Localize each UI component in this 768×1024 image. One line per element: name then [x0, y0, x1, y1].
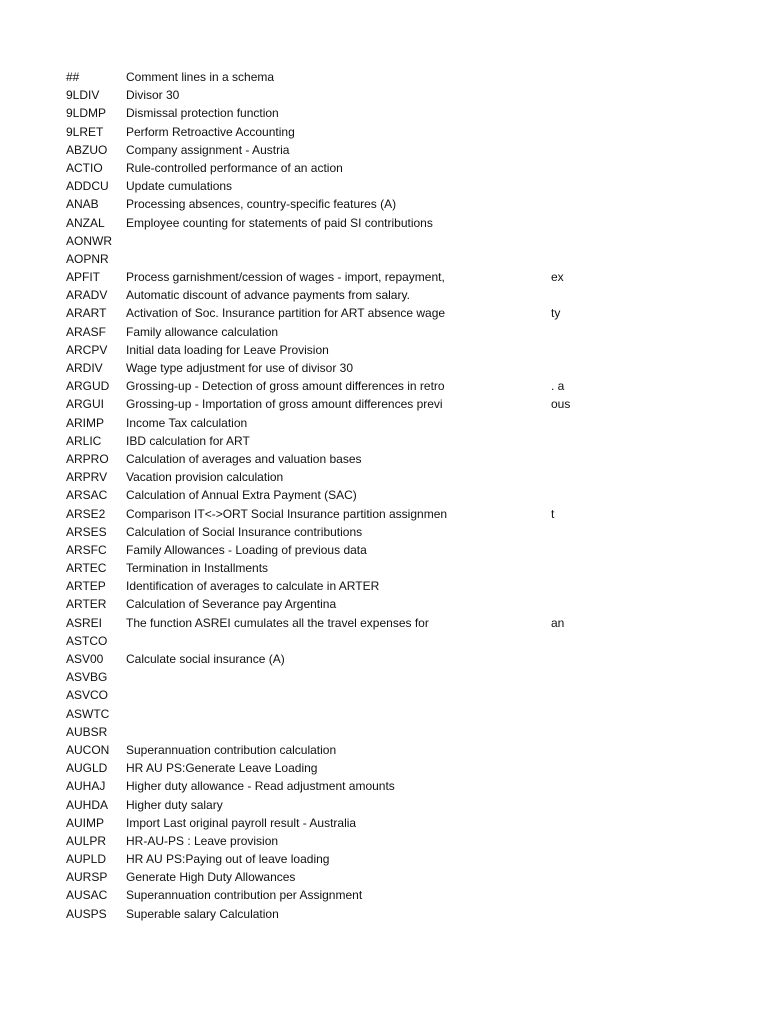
function-description: Update cumulations	[126, 179, 233, 194]
list-item	[0, 304, 768, 322]
function-code: ARSAC	[66, 488, 108, 503]
list-item	[0, 177, 768, 195]
function-description: Comment lines in a schema	[126, 70, 275, 84]
list-item	[0, 214, 768, 232]
function-code: AUHAJ	[66, 779, 106, 794]
list-item	[0, 195, 768, 213]
function-description: HR-AU-PS : Leave provision	[126, 833, 279, 848]
function-code: ANAB	[66, 197, 99, 212]
function-description: Family allowance calculation	[126, 324, 279, 339]
function-description: Dismissal protection function	[126, 106, 279, 121]
overflow-text: ex	[551, 270, 564, 285]
list-item	[0, 868, 768, 886]
list-item	[0, 777, 768, 795]
function-description: Activation of Soc. Insurance partition for ART absence wage	[126, 306, 446, 321]
function-description: Termination in Installments	[126, 561, 269, 576]
list-item	[0, 759, 768, 777]
function-description: Income Tax calculation	[126, 415, 248, 430]
function-code: ARIMP	[66, 415, 105, 430]
function-code: ASV00	[66, 652, 104, 666]
overflow-text: ous	[551, 397, 571, 412]
list-item	[0, 159, 768, 177]
function-code: ARSES	[66, 524, 107, 539]
list-item	[0, 268, 768, 286]
list-item	[0, 559, 768, 577]
list-item	[0, 686, 768, 704]
function-description: Import Last original payroll result - Australia	[126, 815, 357, 830]
list-item	[0, 86, 768, 104]
list-item	[0, 395, 768, 413]
function-code: AUCON	[66, 742, 110, 757]
function-code: AUGLD	[66, 761, 108, 776]
function-code: ARTER	[66, 597, 107, 612]
list-item	[0, 432, 768, 450]
function-code: ARTEP	[66, 579, 106, 594]
function-description: Wage type adjustment for use of divisor 30	[126, 361, 354, 375]
list-item	[0, 468, 768, 486]
function-description: Process garnishment/cession of wages - import, repayment,	[126, 270, 445, 285]
function-code: ARPRO	[66, 451, 109, 466]
function-description: Initial data loading for Leave Provision	[126, 342, 329, 357]
function-description: Perform Retroactive Accounting	[126, 124, 295, 139]
function-description: Grossing-up - Detection of gross amount differences in retro	[126, 379, 445, 394]
function-description: Superannuation contribution calculation	[126, 742, 337, 757]
list-item	[0, 723, 768, 741]
function-code: 9LRET	[66, 124, 104, 139]
function-code: ABZUO	[66, 142, 108, 157]
function-description: HR AU PS:Paying out of leave loading	[126, 852, 330, 867]
function-code: 9LDIV	[66, 88, 100, 103]
function-description: Comparison IT<->ORT Social Insurance partition assignmen	[126, 506, 448, 521]
function-description: Calculation of Annual Extra Payment (SAC)	[126, 488, 357, 503]
function-code: AONWR	[66, 233, 112, 248]
function-code: ASVBG	[66, 670, 108, 685]
function-code: ARDIV	[66, 361, 103, 375]
list-item	[0, 814, 768, 832]
function-code: ARSFC	[66, 542, 107, 557]
function-description: Generate High Duty Allowances	[126, 870, 296, 885]
function-description: Calculation of Social Insurance contributions	[126, 524, 363, 539]
list-item	[0, 523, 768, 541]
function-code: ADDCU	[66, 179, 109, 194]
function-description: Superannuation contribution per Assignment	[126, 888, 363, 903]
function-code: AUBSR	[66, 724, 108, 739]
function-code: ASVCO	[66, 688, 109, 703]
function-description: Rule-controlled performance of an action	[126, 160, 343, 175]
function-description: Processing absences, country-specific features (A)	[126, 197, 397, 212]
function-description: Higher duty allowance - Read adjustment amounts	[126, 779, 395, 794]
function-code: ARADV	[66, 288, 108, 303]
function-code: ASREI	[66, 615, 103, 630]
function-code: ARLIC	[66, 433, 102, 448]
list-item	[0, 668, 768, 686]
list-item	[0, 123, 768, 141]
list-item	[0, 905, 768, 923]
function-code: ASWTC	[66, 706, 110, 721]
function-code: AOPNR	[66, 251, 109, 266]
function-code: ACTIO	[66, 160, 103, 175]
list-item	[0, 68, 768, 86]
function-code: AURSP	[66, 870, 108, 885]
list-item	[0, 650, 768, 668]
function-description: Identification of averages to calculate in ARTER	[126, 579, 380, 594]
function-code: ARTEC	[66, 561, 107, 576]
function-description: Family Allowances - Loading of previous data	[126, 542, 367, 557]
list-item	[0, 377, 768, 395]
overflow-text: t	[551, 506, 555, 521]
function-code: AUHDA	[66, 797, 109, 812]
list-item	[0, 104, 768, 122]
function-description: Calculation of Severance pay Argentina	[126, 597, 337, 612]
function-code: ASTCO	[66, 633, 108, 648]
function-code: AUPLD	[66, 852, 107, 867]
function-code: AULPR	[66, 833, 107, 848]
function-description: IBD calculation for ART	[126, 433, 250, 448]
overflow-text: . a	[551, 379, 565, 394]
function-code: AUIMP	[66, 815, 105, 830]
list-item	[0, 141, 768, 159]
function-description: Superable salary Calculation	[126, 906, 279, 921]
list-item	[0, 850, 768, 868]
function-description: Company assignment - Austria	[126, 142, 290, 157]
list-item	[0, 741, 768, 759]
function-code: ARGUD	[66, 379, 110, 394]
list-item	[0, 359, 768, 377]
function-description: Vacation provision calculation	[126, 470, 284, 485]
function-description: HR AU PS:Generate Leave Loading	[126, 761, 318, 776]
list-item	[0, 341, 768, 359]
function-code: 9LDMP	[66, 106, 107, 121]
list-item	[0, 632, 768, 650]
list-item	[0, 486, 768, 504]
list-item	[0, 450, 768, 468]
list-item	[0, 414, 768, 432]
function-code: ARASF	[66, 324, 107, 339]
list-item	[0, 286, 768, 304]
function-description: Automatic discount of advance payments from salary.	[126, 288, 410, 303]
list-item	[0, 541, 768, 559]
function-code: ##	[66, 70, 80, 84]
overflow-text: an	[551, 615, 565, 630]
list-item	[0, 886, 768, 904]
function-code: ARSE2	[66, 506, 106, 521]
list-item	[0, 705, 768, 723]
function-code: ARGUI	[66, 397, 105, 412]
list-item	[0, 250, 768, 268]
function-description: The function ASREI cumulates all the travel expenses for	[126, 615, 429, 630]
list-item	[0, 577, 768, 595]
list-item	[0, 595, 768, 613]
list-item	[0, 796, 768, 814]
overflow-text: ty	[551, 306, 561, 321]
list-item	[0, 232, 768, 250]
function-code: ANZAL	[66, 215, 105, 230]
function-code: ARPRV	[66, 470, 108, 485]
function-description: Calculate social insurance (A)	[126, 652, 285, 666]
function-description: Employee counting for statements of paid SI contributions	[126, 215, 433, 230]
list-item	[0, 323, 768, 341]
function-code: APFIT	[66, 270, 101, 285]
function-description: Divisor 30	[126, 88, 180, 103]
function-code: AUSAC	[66, 888, 108, 903]
function-list	[0, 68, 768, 923]
function-description: Grossing-up - Importation of gross amount differences previ	[126, 397, 443, 412]
list-item	[0, 505, 768, 523]
function-description: Calculation of averages and valuation bases	[126, 451, 362, 466]
function-code: ARART	[66, 306, 107, 321]
function-code: ARCPV	[66, 342, 108, 357]
list-item	[0, 614, 768, 632]
function-description: Higher duty salary	[126, 797, 223, 812]
list-item	[0, 832, 768, 850]
function-code: AUSPS	[66, 906, 107, 921]
